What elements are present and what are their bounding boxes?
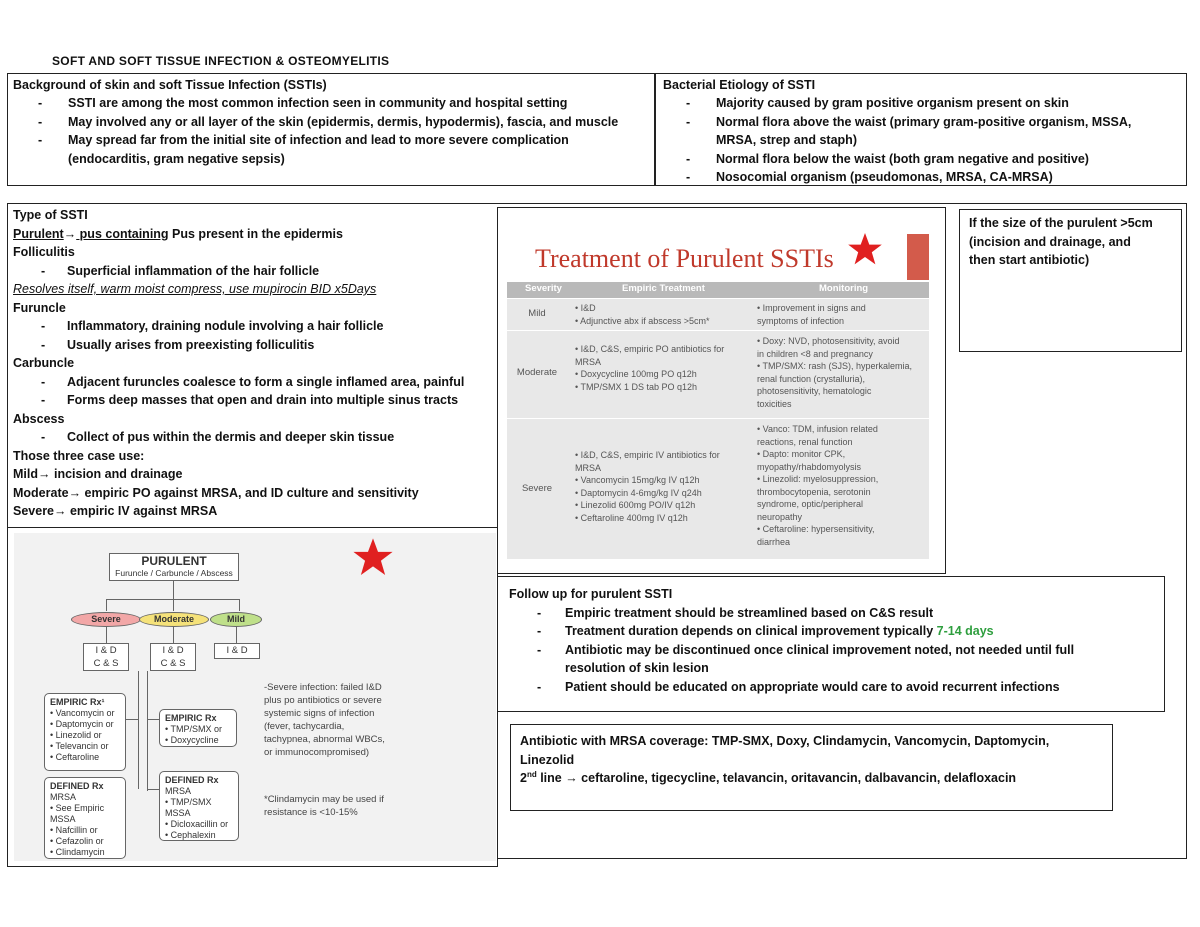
table-header — [507, 282, 929, 298]
abscess-heading: Abscess — [13, 411, 65, 426]
title-accent-bar — [907, 234, 929, 280]
size-note-line: (incision and drainage, and — [969, 234, 1131, 249]
size-note-line: then start antibiotic) — [969, 253, 1090, 267]
table-row — [507, 298, 929, 330]
flow-id-cs-severe: I & D C & S — [83, 643, 129, 671]
followup-bullet: Empiric treatment should be streamlined based on C&S result — [565, 605, 934, 620]
folliculitis-note: Resolves itself, warm moist compress, use mupirocin BID x5Days — [13, 282, 377, 296]
severity-cell: Severe — [521, 483, 553, 494]
flow-connector — [236, 627, 237, 643]
flow-empiric-po: EMPIRIC Rx • TMP/SMX or • Doxycycline — [159, 709, 237, 747]
case-mild: Mild→ incision and drainage — [13, 467, 183, 481]
folliculitis-heading: Folliculitis — [13, 245, 75, 259]
severity-cell: Moderate — [516, 367, 558, 378]
etiology-bullet: Nosocomial organism (pseudomonas, MRSA, CA-MRSA) — [716, 170, 1053, 184]
monitoring-cell: • Doxy: NVD, photosensitivity, avoid in children <8 and pregnancy • TMP/SMX: rash (SJS), hyperkalemia, renal function (crystalluria), photosensitivity, hematologic toxicities — [757, 336, 913, 409]
carbuncle-heading: Carbuncle — [13, 356, 75, 370]
treatment-table-title: Treatment of Purulent SSTIs — [535, 244, 834, 273]
flow-defined-po: DEFINED Rx MRSA • TMP/SMX MSSA • Dicloxacillin or • Cephalexin — [159, 771, 239, 841]
types-section: Type of SSTI Purulent→ pus containing Pus present in the epidermis Folliculitis - Superficial inflammation of the hair follicle Resolves itself, warm moist compress, use mupirocin BID x5Days Furuncle - Inflammatory, draining nodule involving a hair follicle - Usually arises from preexisting folliculitis Carbuncle - Adjacent furuncles coalesce to form a single inflamed area, painful - Forms deep masses that open and drain into multiple sinus tracts Abscess - Collect of pus within the dermis and deeper skin tissue Those three case use: Mild→ incision and drainage Moderate→ empiric PO against MRSA, and ID culture and sensitivity Severe→ empiric IV against MRSA — [13, 206, 464, 521]
size-note-box — [959, 209, 1182, 352]
flow-note-clindamycin: *Clindamycin may be used if resistance is <10-15% — [264, 794, 384, 818]
background-section: Background of skin and soft Tissue Infection (SSTIs) - SSTI are among the most common infection seen in community and hospital setting - May involved any or all layer of the skin (epidermis, dermis, hypodermis), fascia, and muscle - May spread far from the initial site of infection and lead to more severe complication (endocarditis, gram negative sepsis) — [7, 73, 655, 186]
table-row — [507, 330, 929, 418]
case-severe: Severe→ empiric IV against MRSA — [13, 504, 218, 518]
severity-cell: Mild — [528, 308, 546, 319]
page-title: SOFT AND SOFT TISSUE INFECTION & OSTEOMYELITIS — [52, 54, 390, 68]
abscess-bullet: Collect of pus within the dermis and deeper skin tissue — [67, 430, 395, 444]
cases-heading: Those three case use: — [13, 448, 145, 463]
carbuncle-bullet: Forms deep masses that open and drain into multiple sinus tracts — [67, 393, 459, 407]
etiology-section: Bacterial Etiology of SSTI - Majority caused by gram positive organism present on skin - Normal flora above the waist (primary gram-positive organism, MSSA, MRSA, strep and staph) - Normal flora below the waist (both gram negative and positive) - Nosocomial organism (pseudomonas, MRSA, CA-MRSA) — [655, 73, 1187, 186]
types-heading: Type of SSTI — [13, 208, 88, 222]
carbuncle-bullet: Adjacent furuncles coalesce to form a single inflamed area, painful — [67, 374, 465, 389]
flow-connector — [106, 627, 107, 643]
followup-box: Follow up for purulent SSTI - Empiric treatment should be streamlined based on C&S result - Treatment duration depends on clinical improvement typically 7-14 days - Antibiotic may be discontinued once clinical improvement noted, not needed until full resolution of skin lesion - Patient should be educated on appropriate would care to avoid recurrent infections — [497, 576, 1165, 712]
etiology-bullet-continued: MRSA, strep and staph) — [716, 133, 857, 147]
mrsa-second-line: 2nd line → ceftaroline, tigecycline, telavancin, oritavancin, dalbavancin, delafloxacin — [520, 769, 1017, 785]
header-empiric: Empiric Treatment — [622, 283, 705, 294]
etiology-heading: Bacterial Etiology of SSTI — [663, 78, 816, 92]
purulent-flowchart — [14, 533, 496, 861]
empiric-cell: • I&D • Adjunctive abx if abscess >5cm* — [575, 303, 710, 326]
flow-moderate: Moderate — [139, 612, 209, 627]
flow-connector — [173, 581, 174, 611]
flow-id-mild: I & D — [214, 643, 260, 659]
background-heading: Background of skin and soft Tissue Infection (SSTIs) — [13, 78, 327, 92]
header-monitoring: Monitoring — [819, 283, 869, 294]
case-moderate: Moderate→ empiric PO against MRSA, and ID culture and sensitivity — [13, 485, 419, 500]
flow-connector — [147, 789, 159, 790]
followup-heading: Follow up for purulent SSTI — [509, 587, 673, 601]
flow-empiric-iv: EMPIRIC Rx¹ • Vancomycin or • Daptomycin or • Linezolid or • Televancin or • Ceftaroline — [44, 693, 126, 771]
star-icon — [847, 232, 883, 266]
table-row — [507, 418, 929, 559]
flow-connector — [147, 671, 148, 791]
star-icon — [352, 537, 394, 577]
flow-defined-iv: DEFINED Rx MRSA • See Empiric MSSA • Nafcillin or • Cefazolin or • Clindamycin — [44, 777, 126, 859]
flow-connector — [106, 599, 107, 611]
flow-connector — [138, 671, 139, 789]
flow-connector — [147, 719, 159, 720]
monitoring-cell: • Vanco: TDM, infusion related reactions, renal function • Dapto: monitor CPK, myopathy/rhabdomyolysis • Linezolid: myelosuppression, thrombocytopenia, serotonin syndrome, optic/peripheral neuropathy • Ceftaroline: hypersensitivity, diarrhea — [757, 424, 879, 547]
followup-bullet: Treatment duration depends on clinical improvement typically 7-14 days — [565, 624, 994, 638]
followup-bullet: Antibiotic may be discontinued once clinical improvement noted, not needed until full — [565, 642, 1075, 657]
furuncle-heading: Furuncle — [13, 300, 66, 315]
mrsa-line: Antibiotic with MRSA coverage: TMP-SMX, Doxy, Clindamycin, Vancomycin, Daptomycin, — [520, 734, 1050, 748]
mrsa-line: Linezolid — [520, 752, 575, 767]
flow-note-severe: -Severe infection: failed I&D plus po antibiotics or severe systemic signs of infection (fever, tachycardia, tachypnea, abnormal WBCs, or immunocompromised) — [264, 682, 385, 758]
furuncle-bullet: Usually arises from preexisting folliculitis — [67, 337, 315, 352]
monitoring-cell: • Improvement in signs and symptoms of infection — [757, 303, 866, 326]
mrsa-box — [510, 724, 1113, 811]
purulent-line: Purulent→ pus containing Pus present in the epidermis — [13, 226, 343, 241]
empiric-cell: • I&D, C&S, empiric IV antibiotics for MRSA • Vancomycin 15mg/kg IV q12h • Daptomycin 4-6mg/kg IV q24h • Linezolid 600mg PO/IV q12h • Ceftaroline 400mg IV q12h — [575, 450, 720, 523]
header-severity: Severity — [525, 283, 562, 294]
treatment-table — [507, 232, 929, 559]
empiric-cell: • I&D, C&S, empiric PO antibiotics for MRSA • Doxycycline 100mg PO q12h • TMP/SMX 1 DS tab PO q12h — [575, 344, 725, 392]
flow-root: PURULENT Furuncle / Carbuncle / Abscess — [109, 553, 239, 581]
background-bullet: May spread far from the initial site of infection and lead to more severe complication — [68, 133, 569, 147]
flow-severe: Severe — [71, 612, 141, 627]
followup-bullet: Patient should be educated on appropriate would care to avoid recurrent infections — [565, 679, 1060, 694]
size-note-line: If the size of the purulent >5cm — [969, 216, 1153, 230]
flow-id-cs-moderate: I & D C & S — [150, 643, 196, 671]
folliculitis-bullet: Superficial inflammation of the hair follicle — [67, 263, 320, 278]
flow-mild: Mild — [210, 612, 262, 627]
background-bullet-continued: (endocarditis, gram negative sepsis) — [68, 151, 285, 166]
etiology-bullet: Normal flora above the waist (primary gram-positive organism, MSSA, — [716, 114, 1132, 129]
background-bullet: SSTI are among the most common infection seen in community and hospital setting — [68, 96, 568, 110]
flow-connector — [239, 599, 240, 611]
flow-connector — [106, 599, 239, 600]
furuncle-bullet: Inflammatory, draining nodule involving a hair follicle — [67, 319, 384, 333]
etiology-bullet: Normal flora below the waist (both gram negative and positive) — [716, 151, 1089, 166]
etiology-bullet: Majority caused by gram positive organism present on skin — [716, 96, 1069, 110]
flow-connector — [126, 719, 138, 720]
flow-connector — [173, 627, 174, 643]
followup-bullet-continued: resolution of skin lesion — [565, 661, 709, 675]
background-bullet: May involved any or all layer of the skin (epidermis, dermis, hypodermis), fascia, and muscle — [68, 114, 619, 129]
duration-highlight: 7-14 days — [936, 624, 994, 638]
